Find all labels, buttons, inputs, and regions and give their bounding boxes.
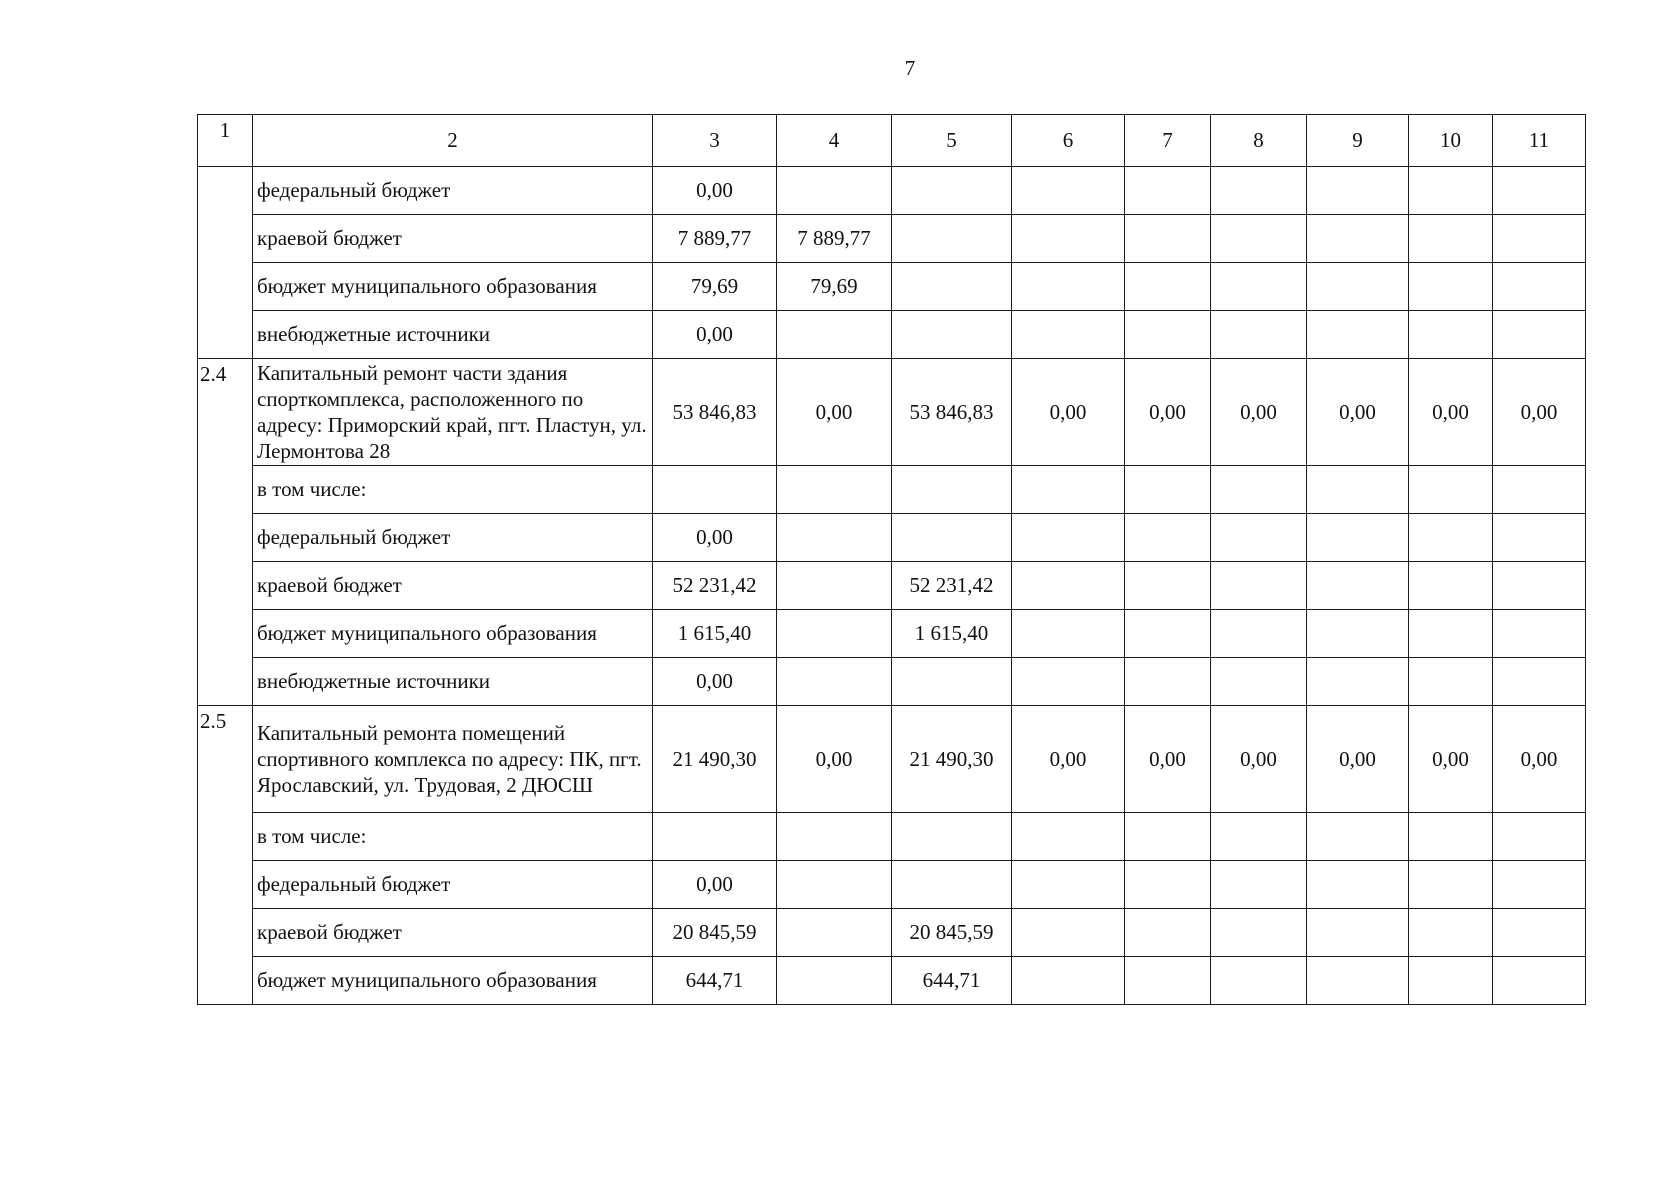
value-cell — [1409, 514, 1493, 562]
value-cell — [1409, 215, 1493, 263]
value-cell — [1125, 562, 1211, 610]
row-number-cell — [198, 167, 253, 359]
value-cell — [1211, 909, 1307, 957]
value-cell — [1307, 466, 1409, 514]
table-body — [198, 115, 1586, 1005]
value-cell — [777, 909, 892, 957]
value-cell — [1307, 813, 1409, 861]
value-cell — [892, 466, 1012, 514]
value-cell: 0,00 — [653, 311, 777, 359]
value-cell — [1125, 861, 1211, 909]
table-row — [198, 706, 1586, 813]
value-cell — [1012, 909, 1125, 957]
value-cell — [777, 167, 892, 215]
column-header: 9 — [1307, 115, 1409, 167]
value-cell: 52 231,42 — [892, 562, 1012, 610]
value-cell — [1493, 466, 1586, 514]
row-number: 2.4 — [198, 359, 253, 706]
row-label: краевой бюджет — [253, 562, 653, 610]
value-cell — [1307, 311, 1409, 359]
value-cell — [1307, 957, 1409, 1005]
budget-table — [197, 114, 1586, 1005]
column-header: 8 — [1211, 115, 1307, 167]
column-header: 1 — [198, 115, 253, 167]
value-cell: 79,69 — [653, 263, 777, 311]
value-cell — [1211, 311, 1307, 359]
value-cell — [1012, 466, 1125, 514]
value-cell — [777, 813, 892, 861]
value-cell — [1409, 610, 1493, 658]
value-cell — [777, 861, 892, 909]
value-cell — [1211, 610, 1307, 658]
value-cell: 0,00 — [1125, 359, 1211, 466]
value-cell — [1211, 861, 1307, 909]
value-cell — [892, 263, 1012, 311]
value-cell: 0,00 — [1409, 706, 1493, 813]
row-label: федеральный бюджет — [253, 861, 653, 909]
table-row — [198, 957, 1586, 1005]
row-title: Капитальный ремонт части здания спорткомплекса, расположенного по адресу: Приморский край, пгт. Пластун, ул. Лермонтова 28 — [253, 359, 653, 466]
column-header: 6 — [1012, 115, 1125, 167]
value-cell — [1409, 658, 1493, 706]
value-cell — [1125, 610, 1211, 658]
row-label: бюджет муниципального образования — [253, 263, 653, 311]
value-cell — [1211, 167, 1307, 215]
row-label: бюджет муниципального образования — [253, 957, 653, 1005]
value-cell: 0,00 — [1012, 706, 1125, 813]
value-cell: 0,00 — [1211, 359, 1307, 466]
table-row — [198, 359, 1586, 466]
value-cell: 644,71 — [892, 957, 1012, 1005]
table-row — [198, 466, 1586, 514]
table-row — [198, 861, 1586, 909]
value-cell — [1012, 861, 1125, 909]
table-row — [198, 610, 1586, 658]
value-cell — [777, 466, 892, 514]
value-cell — [1012, 562, 1125, 610]
value-cell — [1211, 562, 1307, 610]
value-cell — [1493, 861, 1586, 909]
value-cell: 0,00 — [1125, 706, 1211, 813]
table-row — [198, 514, 1586, 562]
row-label: бюджет муниципального образования — [253, 610, 653, 658]
value-cell — [1307, 215, 1409, 263]
row-label: федеральный бюджет — [253, 514, 653, 562]
value-cell — [1409, 909, 1493, 957]
value-cell — [1012, 167, 1125, 215]
value-cell — [653, 466, 777, 514]
table-row — [198, 562, 1586, 610]
value-cell — [1493, 658, 1586, 706]
value-cell — [1211, 466, 1307, 514]
value-cell: 0,00 — [777, 359, 892, 466]
value-cell: 0,00 — [1409, 359, 1493, 466]
value-cell: 21 490,30 — [653, 706, 777, 813]
value-cell — [1125, 263, 1211, 311]
value-cell: 52 231,42 — [653, 562, 777, 610]
value-cell — [1211, 658, 1307, 706]
value-cell — [1012, 263, 1125, 311]
value-cell: 0,00 — [653, 514, 777, 562]
value-cell — [1493, 610, 1586, 658]
row-number: 2.5 — [198, 706, 253, 1005]
value-cell: 7 889,77 — [777, 215, 892, 263]
value-cell: 0,00 — [1493, 706, 1586, 813]
value-cell — [653, 813, 777, 861]
value-cell: 0,00 — [653, 861, 777, 909]
value-cell — [1012, 514, 1125, 562]
value-cell — [777, 957, 892, 1005]
row-label: краевой бюджет — [253, 909, 653, 957]
value-cell: 1 615,40 — [892, 610, 1012, 658]
value-cell — [1012, 215, 1125, 263]
row-label: внебюджетные источники — [253, 311, 653, 359]
value-cell — [1125, 167, 1211, 215]
column-header: 11 — [1493, 115, 1586, 167]
value-cell — [1125, 813, 1211, 861]
value-cell: 0,00 — [777, 706, 892, 813]
value-cell — [1307, 658, 1409, 706]
page-number: 7 — [904, 56, 916, 80]
column-header: 5 — [892, 115, 1012, 167]
value-cell — [1307, 167, 1409, 215]
column-header: 2 — [253, 115, 653, 167]
value-cell — [1012, 610, 1125, 658]
value-cell — [892, 215, 1012, 263]
value-cell — [1409, 311, 1493, 359]
value-cell: 79,69 — [777, 263, 892, 311]
value-cell — [1307, 909, 1409, 957]
value-cell: 20 845,59 — [653, 909, 777, 957]
value-cell: 53 846,83 — [892, 359, 1012, 466]
value-cell — [892, 167, 1012, 215]
table-row — [198, 658, 1586, 706]
header-row — [198, 115, 1586, 167]
value-cell — [1012, 957, 1125, 1005]
value-cell — [1409, 813, 1493, 861]
value-cell — [1012, 813, 1125, 861]
value-cell — [1493, 562, 1586, 610]
value-cell — [1493, 263, 1586, 311]
value-cell — [777, 562, 892, 610]
value-cell — [1307, 263, 1409, 311]
value-cell — [1211, 263, 1307, 311]
value-cell — [777, 514, 892, 562]
value-cell — [777, 610, 892, 658]
table-row — [198, 813, 1586, 861]
value-cell — [1125, 909, 1211, 957]
value-cell — [1125, 466, 1211, 514]
value-cell — [1493, 215, 1586, 263]
value-cell: 7 889,77 — [653, 215, 777, 263]
value-cell: 1 615,40 — [653, 610, 777, 658]
table-row — [198, 167, 1586, 215]
value-cell — [1125, 658, 1211, 706]
value-cell — [1125, 957, 1211, 1005]
value-cell — [1409, 562, 1493, 610]
value-cell — [892, 514, 1012, 562]
column-header: 10 — [1409, 115, 1493, 167]
value-cell — [1409, 861, 1493, 909]
value-cell: 0,00 — [1307, 359, 1409, 466]
value-cell — [1493, 957, 1586, 1005]
value-cell — [1125, 215, 1211, 263]
value-cell: 0,00 — [1012, 359, 1125, 466]
row-label: в том числе: — [253, 466, 653, 514]
row-label: в том числе: — [253, 813, 653, 861]
value-cell: 0,00 — [653, 658, 777, 706]
value-cell — [1012, 658, 1125, 706]
value-cell — [1211, 957, 1307, 1005]
value-cell — [777, 658, 892, 706]
value-cell: 0,00 — [1493, 359, 1586, 466]
row-label: внебюджетные источники — [253, 658, 653, 706]
value-cell — [892, 861, 1012, 909]
value-cell — [892, 813, 1012, 861]
value-cell — [1409, 957, 1493, 1005]
value-cell: 644,71 — [653, 957, 777, 1005]
value-cell — [1493, 514, 1586, 562]
column-header: 3 — [653, 115, 777, 167]
value-cell: 0,00 — [1211, 706, 1307, 813]
value-cell — [1125, 311, 1211, 359]
value-cell: 53 846,83 — [653, 359, 777, 466]
column-header: 4 — [777, 115, 892, 167]
table-row — [198, 311, 1586, 359]
value-cell — [1211, 215, 1307, 263]
row-label: федеральный бюджет — [253, 167, 653, 215]
value-cell — [777, 311, 892, 359]
value-cell: 0,00 — [653, 167, 777, 215]
value-cell — [1409, 167, 1493, 215]
value-cell — [1409, 466, 1493, 514]
value-cell — [1012, 311, 1125, 359]
value-cell — [1125, 514, 1211, 562]
value-cell: 20 845,59 — [892, 909, 1012, 957]
value-cell — [892, 658, 1012, 706]
value-cell: 21 490,30 — [892, 706, 1012, 813]
value-cell — [1409, 263, 1493, 311]
value-cell — [1307, 610, 1409, 658]
value-cell — [1493, 311, 1586, 359]
column-header: 7 — [1125, 115, 1211, 167]
value-cell — [1211, 813, 1307, 861]
row-title: Капитальный ремонта помещений спортивного комплекса по адресу: ПК, пгт. Ярославский, ул. Трудовая, 2 ДЮСШ — [253, 706, 653, 813]
value-cell — [1493, 909, 1586, 957]
value-cell: 0,00 — [1307, 706, 1409, 813]
value-cell — [892, 311, 1012, 359]
value-cell — [1307, 514, 1409, 562]
value-cell — [1493, 813, 1586, 861]
value-cell — [1307, 562, 1409, 610]
value-cell — [1307, 861, 1409, 909]
row-label: краевой бюджет — [253, 215, 653, 263]
table-row — [198, 215, 1586, 263]
value-cell — [1211, 514, 1307, 562]
value-cell — [1493, 167, 1586, 215]
table-row — [198, 909, 1586, 957]
table-row — [198, 263, 1586, 311]
